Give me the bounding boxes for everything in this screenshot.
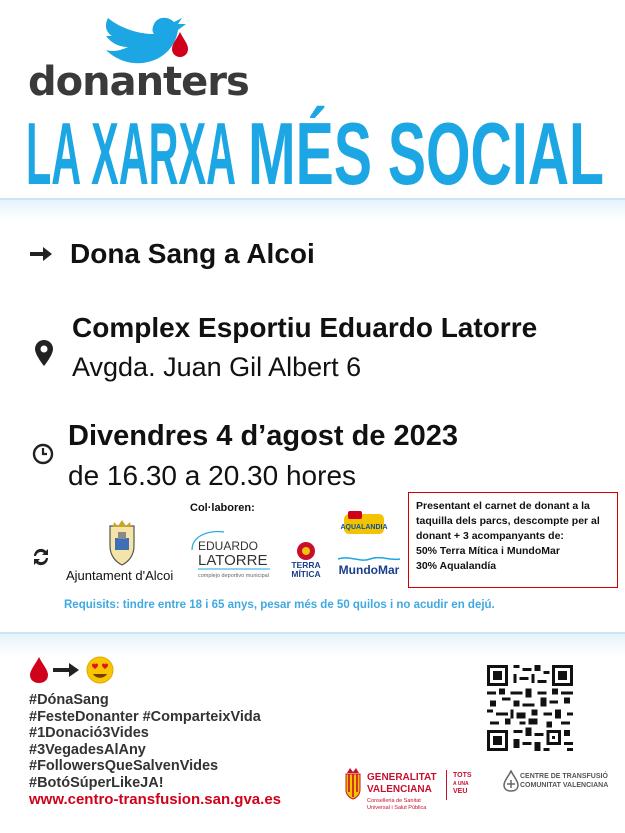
hashtag-item: #FesteDonanter #ComparteixVida <box>29 708 261 725</box>
tots-line2: A UNA <box>453 781 469 787</box>
clock-icon <box>32 443 54 465</box>
requirements-text: Requisits: tindre entre 18 i 65 anys, pesar més de 50 quilos i no acudir en dejú. <box>64 599 495 611</box>
aqualandia-name: AQUALANDIA <box>340 524 388 531</box>
headline-part2: MÉS SOCIAL <box>248 104 604 190</box>
tots-a-una-veu-logo <box>453 772 472 796</box>
generalitat-line2: VALENCIANA <box>367 784 432 795</box>
drop-arrow-smiley-icon <box>29 655 117 685</box>
hashtag-item: #DónaSang <box>29 692 109 708</box>
eduardo-sub: complejo deportivo municipal <box>198 573 269 579</box>
eduardo-line2: LATORRE <box>198 552 268 569</box>
venue-address: Avgda. Juan Gil Albert 6 <box>72 352 362 382</box>
promo-line-2: taquilla dels parcs, descompte per al <box>416 515 600 527</box>
collaborators-label: Col·laboren: <box>190 502 255 514</box>
cts-line2: COMUNITAT VALENCIANA <box>520 782 609 789</box>
promo-line-5: 30% Aqualandía <box>416 560 497 572</box>
mundomar-name: MundoMar <box>338 563 400 577</box>
refresh-arrows-icon <box>31 547 51 567</box>
generalitat-line1: GENERALITAT <box>367 772 437 783</box>
header-divider <box>0 198 625 220</box>
tots-line3: VEU <box>453 788 468 795</box>
event-date: Divendres 4 d’agost de 2023 <box>68 420 459 452</box>
brand-name: donanters <box>28 59 249 105</box>
website-link[interactable]: www.centro-transfusion.san.gva.es <box>29 791 282 808</box>
arrow-right-icon <box>30 246 52 262</box>
promo-box <box>408 492 618 588</box>
hashtag-item: #BotóSúperLikeJA! <box>29 774 164 791</box>
headline <box>26 104 606 190</box>
event-title: Dona Sang a Alcoi <box>70 238 315 269</box>
conselleria-name <box>367 798 426 812</box>
hashtag-list <box>29 692 261 791</box>
qr-code[interactable] <box>487 665 573 751</box>
location-pin-icon <box>35 340 53 366</box>
venue-name: Complex Esportiu Eduardo Latorre <box>72 312 538 343</box>
promo-line-4: 50% Terra Mítica i MundoMar <box>416 545 560 557</box>
conselleria-line2: Universal i Salut Pública <box>367 805 427 811</box>
mundomar-logo <box>336 556 402 578</box>
promo-line-1: Presentant el carnet de donant a la <box>416 500 590 512</box>
lower-divider <box>0 632 625 656</box>
event-hours: de 16.30 a 20.30 hores <box>68 460 357 491</box>
hashtag-item: #FollowersQueSalvenVides <box>29 758 219 774</box>
terra-line2: MÍTICA <box>291 569 321 579</box>
eduardo-line1: EDUARDO <box>198 539 259 553</box>
footer-separator <box>446 770 447 800</box>
hashtag-item: #3VegadesAlAny <box>29 741 146 758</box>
hashtag-item: #1Donació3Vides <box>29 725 149 741</box>
generalitat-emblem-icon <box>343 766 363 800</box>
tots-line1: TOTS <box>453 772 472 779</box>
eduardo-latorre-logo <box>188 528 274 580</box>
headline-part1: LA XARXA <box>26 104 236 190</box>
ajuntament-label: Ajuntament d'Alcoi <box>66 568 174 583</box>
ajuntament-shield-logo <box>104 518 140 566</box>
conselleria-line1: Conselleria de Sanitat <box>367 798 421 804</box>
terra-line1: TERRA <box>291 560 321 570</box>
cts-line1: CENTRE DE TRANSFUSIÓ <box>520 773 608 780</box>
generalitat-name <box>367 772 437 796</box>
promo-line-3: donant + 3 acompanyants de: <box>416 530 564 542</box>
aqualandia-logo <box>340 508 388 538</box>
transfusion-center-icon <box>502 770 520 792</box>
terra-mitica-logo <box>286 540 326 582</box>
transfusion-center-name <box>520 772 608 790</box>
